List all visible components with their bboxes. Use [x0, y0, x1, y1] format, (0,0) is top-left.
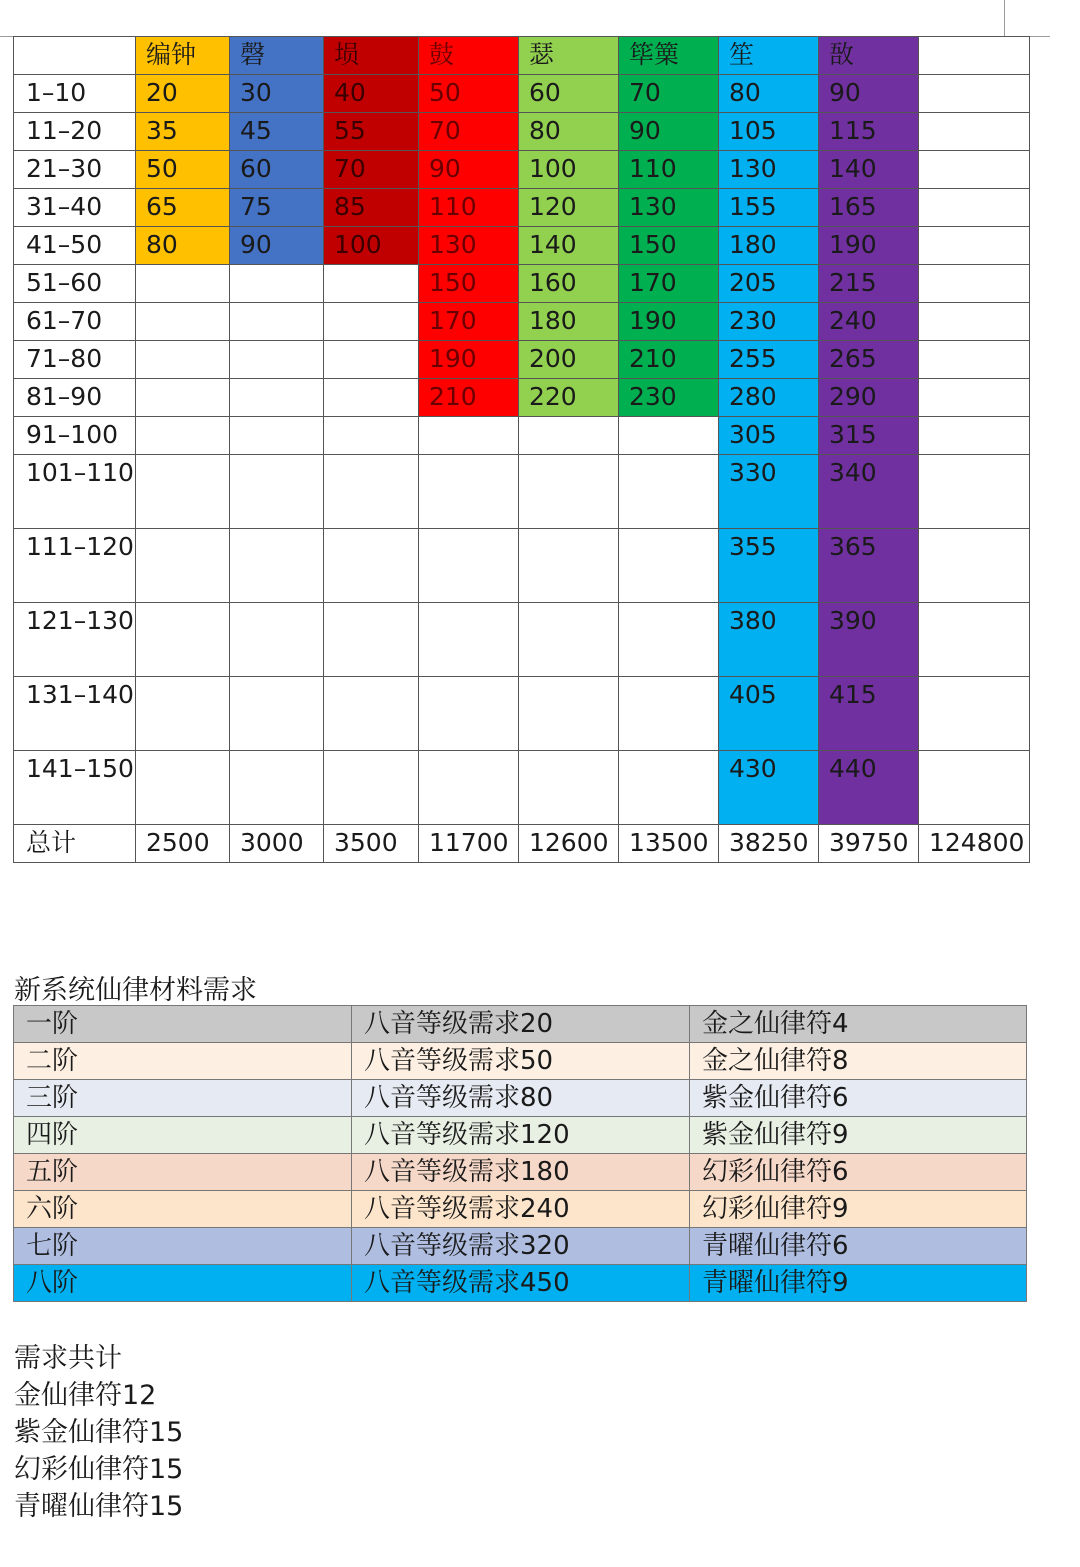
cost-cell: 60 [230, 151, 324, 189]
material-row [14, 1043, 1027, 1080]
column-header-bianzhong: 编钟 [136, 37, 230, 75]
cost-cell: 80 [136, 227, 230, 265]
blank-cell [919, 677, 1030, 751]
column-header-xun: 埙 [324, 37, 419, 75]
cost-cell [419, 417, 519, 455]
tier-cell: 五阶 [14, 1154, 352, 1191]
cost-cell: 130 [719, 151, 819, 189]
level-range-cell: 31–40 [14, 189, 136, 227]
blank-cell [919, 151, 1030, 189]
cost-cell [519, 677, 619, 751]
cost-cell: 280 [719, 379, 819, 417]
corner-cell [14, 37, 136, 75]
cost-cell: 190 [619, 303, 719, 341]
level-range-cell: 91–100 [14, 417, 136, 455]
tier-cell: 四阶 [14, 1117, 352, 1154]
cost-cell [619, 417, 719, 455]
table-row [14, 189, 1030, 227]
table-row [14, 75, 1030, 113]
materials-title: 新系统仙律材料需求 [14, 975, 257, 1006]
column-header-qing: 磬 [230, 37, 324, 75]
cost-cell: 170 [619, 265, 719, 303]
cost-cell [519, 529, 619, 603]
level-range-cell: 121–130 [14, 603, 136, 677]
total-value-cell: 11700 [419, 825, 519, 863]
cost-cell: 365 [819, 529, 919, 603]
requirement-cell: 八音等级需求80 [352, 1080, 690, 1117]
header-row [14, 37, 1030, 75]
total-row [14, 825, 1030, 863]
cost-cell: 50 [419, 75, 519, 113]
cost-cell: 210 [419, 379, 519, 417]
requirement-cell: 八音等级需求120 [352, 1117, 690, 1154]
cost-cell [230, 677, 324, 751]
table-row [14, 751, 1030, 825]
cost-cell: 60 [519, 75, 619, 113]
column-header-chi: 筚篥 [619, 37, 719, 75]
cost-cell: 130 [419, 227, 519, 265]
cost-cell: 190 [819, 227, 919, 265]
cost-cell: 230 [619, 379, 719, 417]
cost-cell: 415 [819, 677, 919, 751]
total-value-cell: 3500 [324, 825, 419, 863]
cost-cell: 120 [519, 189, 619, 227]
cost-cell: 165 [819, 189, 919, 227]
totals-title: 需求共计 [14, 1343, 122, 1374]
blank-cell [919, 227, 1030, 265]
cost-cell [324, 751, 419, 825]
cost-cell [230, 417, 324, 455]
cost-cell: 340 [819, 455, 919, 529]
cost-cell [136, 455, 230, 529]
cost-cell: 205 [719, 265, 819, 303]
cost-cell [324, 303, 419, 341]
table-row [14, 677, 1030, 751]
cost-cell: 90 [619, 113, 719, 151]
cost-cell: 30 [230, 75, 324, 113]
material-row [14, 1228, 1027, 1265]
total-value-cell: 39750 [819, 825, 919, 863]
material-row [14, 1265, 1027, 1302]
cost-cell: 215 [819, 265, 919, 303]
cost-cell: 105 [719, 113, 819, 151]
level-range-cell: 111–120 [14, 529, 136, 603]
cost-cell [230, 379, 324, 417]
tier-cell: 八阶 [14, 1265, 352, 1302]
cost-cell: 155 [719, 189, 819, 227]
cost-cell: 390 [819, 603, 919, 677]
cost-cell: 355 [719, 529, 819, 603]
cost-cell: 75 [230, 189, 324, 227]
blank-cell [919, 189, 1030, 227]
table-row [14, 113, 1030, 151]
cost-cell [230, 529, 324, 603]
tier-cell: 三阶 [14, 1080, 352, 1117]
cost-cell: 100 [324, 227, 419, 265]
page-corner-border [1004, 0, 1005, 36]
tier-cell: 二阶 [14, 1043, 352, 1080]
cost-cell [230, 603, 324, 677]
cost-cell: 220 [519, 379, 619, 417]
material-cell: 青曜仙律符9 [690, 1265, 1027, 1302]
level-range-cell: 81–90 [14, 379, 136, 417]
material-cell: 幻彩仙律符6 [690, 1154, 1027, 1191]
cost-cell [419, 455, 519, 529]
cost-cell [324, 379, 419, 417]
requirement-cell: 八音等级需求240 [352, 1191, 690, 1228]
blank-cell [919, 751, 1030, 825]
requirement-cell: 八音等级需求320 [352, 1228, 690, 1265]
cost-cell [136, 603, 230, 677]
cost-cell: 405 [719, 677, 819, 751]
cost-cell [324, 455, 419, 529]
material-cell: 青曜仙律符6 [690, 1228, 1027, 1265]
cost-cell: 440 [819, 751, 919, 825]
blank-cell [919, 265, 1030, 303]
cost-cell [230, 751, 324, 825]
cost-cell: 110 [419, 189, 519, 227]
column-header-se: 瑟 [519, 37, 619, 75]
cost-cell: 380 [719, 603, 819, 677]
cost-cell [619, 455, 719, 529]
total-value-cell: 13500 [619, 825, 719, 863]
cost-cell: 170 [419, 303, 519, 341]
blank-cell [919, 455, 1030, 529]
material-cell: 金之仙律符4 [690, 1006, 1027, 1043]
material-row [14, 1117, 1027, 1154]
cost-cell: 160 [519, 265, 619, 303]
level-range-cell: 1–10 [14, 75, 136, 113]
cost-cell: 65 [136, 189, 230, 227]
materials-table [13, 1005, 1027, 1302]
material-cell: 幻彩仙律符9 [690, 1191, 1027, 1228]
requirement-cell: 八音等级需求20 [352, 1006, 690, 1043]
table-row [14, 227, 1030, 265]
level-range-cell: 61–70 [14, 303, 136, 341]
cost-cell [519, 417, 619, 455]
cost-cell [519, 751, 619, 825]
cost-cell: 50 [136, 151, 230, 189]
tier-cell: 七阶 [14, 1228, 352, 1265]
level-range-cell: 131–140 [14, 677, 136, 751]
cost-cell [136, 341, 230, 379]
blank-cell [919, 341, 1030, 379]
total-value-cell: 12600 [519, 825, 619, 863]
cost-cell [324, 603, 419, 677]
cost-cell [230, 303, 324, 341]
cost-cell: 150 [619, 227, 719, 265]
level-range-cell: 71–80 [14, 341, 136, 379]
cost-cell [324, 341, 419, 379]
cost-cell: 240 [819, 303, 919, 341]
material-cell: 紫金仙律符6 [690, 1080, 1027, 1117]
level-range-cell: 41–50 [14, 227, 136, 265]
table-row [14, 455, 1030, 529]
material-row [14, 1080, 1027, 1117]
cost-cell: 90 [819, 75, 919, 113]
level-range-cell: 21–30 [14, 151, 136, 189]
tier-cell: 六阶 [14, 1191, 352, 1228]
blank-cell [919, 529, 1030, 603]
cost-cell: 430 [719, 751, 819, 825]
cost-cell: 330 [719, 455, 819, 529]
cost-cell [324, 677, 419, 751]
cost-cell: 265 [819, 341, 919, 379]
table-row [14, 303, 1030, 341]
cost-cell: 190 [419, 341, 519, 379]
cost-cell [136, 417, 230, 455]
table-row [14, 265, 1030, 303]
cost-cell: 140 [519, 227, 619, 265]
table-row [14, 417, 1030, 455]
cost-cell: 80 [719, 75, 819, 113]
totals-item: 青曜仙律符15 [14, 1491, 184, 1522]
material-cell: 金之仙律符8 [690, 1043, 1027, 1080]
level-range-cell: 141–150 [14, 751, 136, 825]
material-cell: 紫金仙律符9 [690, 1117, 1027, 1154]
cost-cell: 130 [619, 189, 719, 227]
level-range-cell: 11–20 [14, 113, 136, 151]
table-row [14, 151, 1030, 189]
cost-cell: 255 [719, 341, 819, 379]
cost-cell [519, 603, 619, 677]
column-header-yu: 敔 [819, 37, 919, 75]
table-row [14, 341, 1030, 379]
cost-cell: 150 [419, 265, 519, 303]
cost-cell: 70 [419, 113, 519, 151]
cost-cell [136, 303, 230, 341]
material-row [14, 1006, 1027, 1043]
cost-cell [619, 603, 719, 677]
blank-column-header [919, 37, 1030, 75]
cost-cell: 200 [519, 341, 619, 379]
cost-cell [230, 341, 324, 379]
cost-cell: 230 [719, 303, 819, 341]
cost-cell: 40 [324, 75, 419, 113]
requirement-cell: 八音等级需求50 [352, 1043, 690, 1080]
totals-item: 紫金仙律符15 [14, 1417, 184, 1448]
cost-cell [519, 455, 619, 529]
blank-cell [919, 113, 1030, 151]
blank-cell [919, 379, 1030, 417]
cost-cell: 180 [719, 227, 819, 265]
column-header-sheng: 笙 [719, 37, 819, 75]
total-value-cell: 124800 [919, 825, 1030, 863]
cost-cell [619, 751, 719, 825]
totals-item: 金仙律符12 [14, 1380, 157, 1411]
material-row [14, 1154, 1027, 1191]
cost-cell: 45 [230, 113, 324, 151]
cost-cell: 35 [136, 113, 230, 151]
cost-cell: 210 [619, 341, 719, 379]
cost-cell: 115 [819, 113, 919, 151]
requirement-cell: 八音等级需求180 [352, 1154, 690, 1191]
cost-cell [136, 265, 230, 303]
cost-cell [419, 603, 519, 677]
total-label-cell: 总计 [14, 825, 136, 863]
cost-cell [324, 417, 419, 455]
cost-cell: 140 [819, 151, 919, 189]
blank-cell [919, 417, 1030, 455]
total-value-cell: 3000 [230, 825, 324, 863]
cost-cell: 315 [819, 417, 919, 455]
cost-cell [619, 529, 719, 603]
cost-cell [419, 751, 519, 825]
cost-cell: 70 [619, 75, 719, 113]
level-range-cell: 51–60 [14, 265, 136, 303]
total-value-cell: 2500 [136, 825, 230, 863]
cost-cell: 85 [324, 189, 419, 227]
totals-section [14, 1340, 183, 1525]
cost-cell [136, 677, 230, 751]
table-row [14, 379, 1030, 417]
cost-cell [419, 529, 519, 603]
cost-cell: 70 [324, 151, 419, 189]
cost-cell: 55 [324, 113, 419, 151]
level-cost-table [13, 36, 1030, 863]
cost-cell: 305 [719, 417, 819, 455]
blank-cell [919, 603, 1030, 677]
cost-cell [230, 455, 324, 529]
table-row [14, 603, 1030, 677]
cost-cell: 90 [419, 151, 519, 189]
material-row [14, 1191, 1027, 1228]
cost-cell [136, 379, 230, 417]
cost-cell: 20 [136, 75, 230, 113]
blank-cell [919, 303, 1030, 341]
cost-cell [324, 265, 419, 303]
cost-cell: 110 [619, 151, 719, 189]
column-header-gu: 鼓 [419, 37, 519, 75]
table-row [14, 529, 1030, 603]
cost-cell: 80 [519, 113, 619, 151]
blank-cell [919, 75, 1030, 113]
cost-cell: 290 [819, 379, 919, 417]
tier-cell: 一阶 [14, 1006, 352, 1043]
cost-cell [619, 677, 719, 751]
cost-cell [324, 529, 419, 603]
total-value-cell: 38250 [719, 825, 819, 863]
cost-cell: 90 [230, 227, 324, 265]
requirement-cell: 八音等级需求450 [352, 1265, 690, 1302]
cost-cell: 100 [519, 151, 619, 189]
cost-cell [230, 265, 324, 303]
totals-item: 幻彩仙律符15 [14, 1454, 184, 1485]
cost-cell [419, 677, 519, 751]
cost-cell [136, 529, 230, 603]
cost-cell [136, 751, 230, 825]
cost-cell: 180 [519, 303, 619, 341]
level-range-cell: 101–110 [14, 455, 136, 529]
